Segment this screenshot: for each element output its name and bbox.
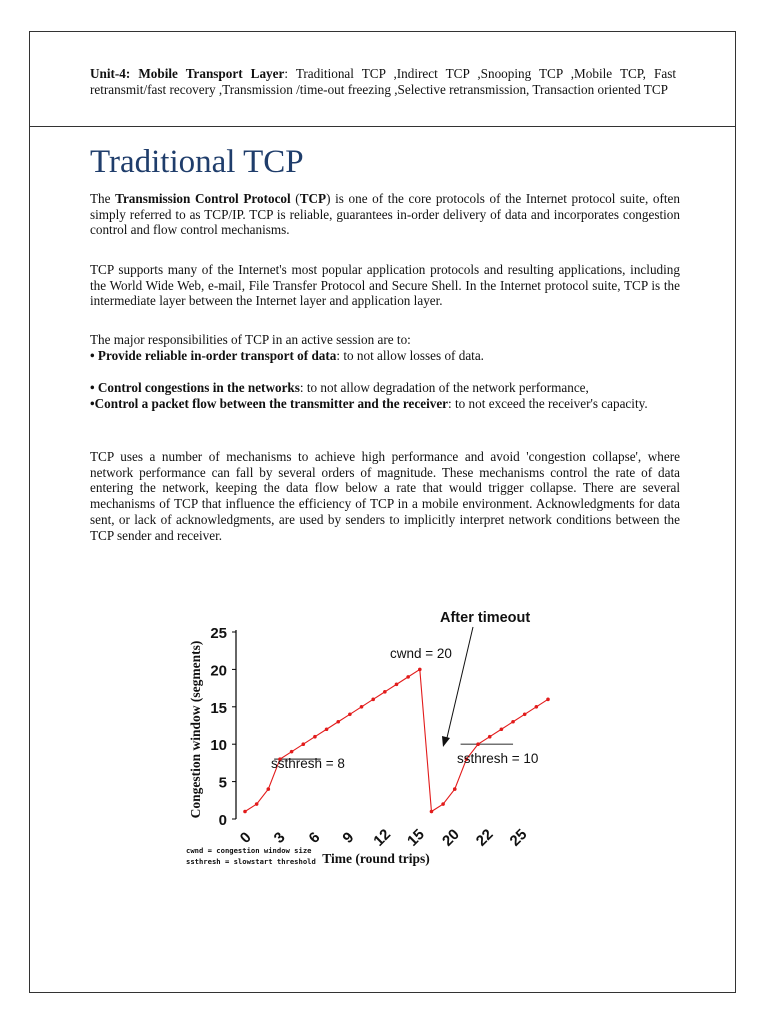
intro-text-a: The [90, 191, 116, 206]
cwnd-point-22 [500, 727, 504, 731]
bullet-reliable-transport [90, 348, 680, 364]
intro-text-b: ( [290, 191, 300, 206]
cwnd-point-11 [371, 698, 375, 702]
cwnd-point-25 [535, 705, 539, 709]
paragraph-intro [90, 191, 680, 238]
bullet-2-bold: • Control congestions in the networks [90, 380, 300, 395]
paragraph-applications: TCP supports many of the Internet's most popular application protocols and resulting applications, including the World Wide Web, e-mail, File Transfer Protocol and Secure Shell. In the Internet protocol suite, TCP is the intermediate layer between the Internet layer and application layer. [90, 262, 680, 309]
bullet-1-text: : to not allow losses of data. [336, 348, 484, 363]
cwnd-point-0 [243, 810, 247, 814]
intro-term: Transmission Control Protocol [115, 191, 291, 206]
cwnd-series-line [245, 669, 548, 811]
page-title: Traditional TCP [90, 144, 304, 180]
cwnd-point-4 [290, 750, 294, 754]
y-tick-label-20: 20 [210, 662, 227, 680]
cwnd-point-15 [418, 668, 422, 672]
annotation-ssthresh-8: ssthresh = 8 [271, 756, 345, 771]
cwnd-point-16 [430, 810, 434, 814]
cwnd-point-8 [336, 720, 340, 724]
tcp-congestion-chart [180, 596, 580, 886]
cwnd-point-10 [360, 705, 364, 709]
cwnd-point-2 [267, 787, 271, 791]
x-tick-label-25: 25 [506, 825, 531, 850]
annotation-cwnd-20: cwnd = 20 [390, 646, 452, 661]
bullet-flow-control [90, 396, 680, 412]
bullet-congestion-control [90, 380, 680, 396]
y-tick-label-15: 15 [210, 699, 227, 717]
annotation-ssthresh-10: ssthresh = 10 [457, 751, 539, 766]
cwnd-point-17 [441, 802, 445, 806]
bullet-3-text: : to not exceed the receiver's capacity. [448, 396, 648, 411]
paragraph-responsibilities: The major responsibilities of TCP in an active session are to: [90, 332, 411, 347]
x-tick-label-6: 6 [305, 828, 324, 847]
y-tick-label-10: 10 [210, 737, 227, 755]
intro-text-c: ) is one of the core protocols of the Internet protocol suite, often simply referred to as TCP/IP. TCP is reliable, guarantees in-order delivery of data and incorporates congestion control and flow control mechanisms. [90, 191, 680, 238]
cwnd-point-18 [453, 787, 457, 791]
cwnd-point-5 [301, 742, 305, 746]
cwnd-point-14 [406, 675, 410, 679]
after-timeout-arrowhead [442, 736, 450, 747]
y-tick-label-5: 5 [218, 774, 227, 792]
unit-title: Unit-4: Mobile Transport Layer [90, 66, 285, 81]
cwnd-point-26 [546, 698, 550, 702]
legend-note-ssthresh: ssthresh = slowstart threshold [186, 857, 316, 866]
x-tick-label-12: 12 [370, 825, 395, 850]
chart-svg [180, 596, 580, 886]
cwnd-point-24 [523, 712, 527, 716]
cwnd-point-7 [325, 727, 329, 731]
paragraph-mechanisms: TCP uses a number of mechanisms to achieve high performance and avoid 'congestion collapse', where network performance can fall by several orders of magnitude. These mechanisms control the rate of data entering the network, keeping the data flow below a rate that would trigger collapse. There are several mechanisms of TCP that influence the efficiency of TCP in a mobile environment. Acknowledgments for data sent, or lack of acknowledgments, are used by senders to implicitly interpret network conditions between the TCP sender and receiver. [90, 449, 680, 543]
legend-note-cwnd: cwnd = congestion window size [186, 846, 312, 855]
cwnd-point-6 [313, 735, 317, 739]
header-divider [30, 126, 735, 127]
after-timeout-arrow-line [446, 627, 473, 742]
y-tick-label-0: 0 [218, 812, 227, 829]
x-axis-title: Time (round trips) [322, 851, 430, 866]
x-tick-label-0: 0 [236, 828, 255, 847]
x-tick-label-3: 3 [270, 828, 289, 847]
cwnd-point-9 [348, 712, 352, 716]
bullet-3-bold: •Control a packet flow between the transmitter and the receiver [90, 396, 449, 411]
intro-abbrev: TCP [299, 191, 327, 206]
unit-topics: : Traditional TCP ,Indirect TCP ,Snooping TCP ,Mobile TCP, Fast retransmit/fast recovery ,Transmission /time-out freezing ,Selective retransmission, Transaction oriented TCP [90, 66, 676, 97]
y-tick-label-25: 25 [210, 625, 227, 642]
bullet-1-bold: • Provide reliable in-order transport of data [90, 348, 337, 363]
annotation-after-timeout: After timeout [440, 610, 531, 626]
x-tick-label-20: 20 [439, 825, 463, 850]
cwnd-point-20 [476, 742, 480, 746]
x-tick-label-9: 9 [339, 828, 358, 847]
y-axis-title: Congestion window (segments) [188, 640, 203, 819]
x-tick-label-15: 15 [404, 825, 428, 850]
cwnd-point-12 [383, 690, 387, 694]
bullet-2-text: : to not allow degradation of the network performance, [299, 380, 589, 395]
x-tick-label-22: 22 [472, 825, 497, 850]
unit-header [90, 66, 676, 97]
cwnd-point-1 [255, 802, 259, 806]
cwnd-point-13 [395, 683, 399, 687]
cwnd-point-23 [511, 720, 515, 724]
cwnd-point-21 [488, 735, 492, 739]
